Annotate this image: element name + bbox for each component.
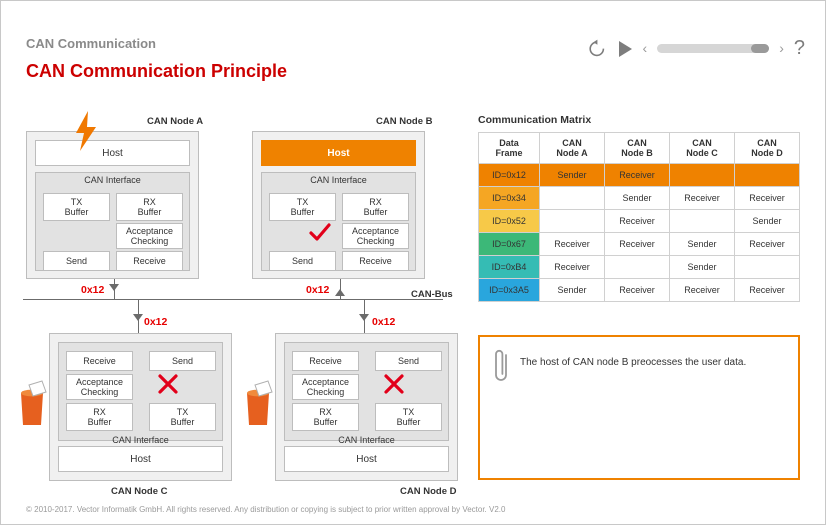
node-a-rx-line2: Buffer bbox=[137, 207, 162, 217]
header-subtitle: CAN Communication bbox=[26, 36, 156, 51]
node-a-tx-line1: TX bbox=[70, 196, 83, 207]
node-b-bus-arrow-icon bbox=[335, 289, 345, 296]
matrix-cell: Receiver bbox=[540, 233, 605, 256]
next-arrow-icon[interactable]: › bbox=[779, 40, 784, 56]
trash-can-icon-d bbox=[241, 379, 275, 427]
paperclip-icon bbox=[490, 347, 514, 387]
matrix-row bbox=[479, 256, 800, 279]
matrix-header-4 bbox=[735, 133, 800, 164]
node-c-acc-line1: Acceptance bbox=[75, 376, 124, 387]
node-c-host: Host bbox=[58, 446, 223, 472]
matrix-cell: Sender bbox=[605, 187, 670, 210]
can-node-a bbox=[26, 131, 199, 279]
node-b-tx-line2: Buffer bbox=[290, 207, 315, 217]
matrix-header-1-line1: CAN bbox=[562, 137, 582, 148]
cross-mark-icon-d bbox=[383, 373, 405, 395]
matrix-header-4-line2: Node D bbox=[751, 148, 783, 158]
slider-knob[interactable] bbox=[751, 44, 769, 53]
node-c-acc-line2: Checking bbox=[80, 387, 119, 397]
matrix-header-1-line2: Node A bbox=[556, 148, 588, 158]
node-c-tx-line2: Buffer bbox=[170, 417, 195, 427]
matrix-cell: Receiver bbox=[540, 256, 605, 279]
bus-msg-b: 0x12 bbox=[306, 284, 330, 296]
node-d-interface-label: CAN Interface bbox=[338, 435, 395, 445]
matrix-header-2-line2: Node B bbox=[621, 148, 653, 158]
matrix-header-2 bbox=[605, 133, 670, 164]
node-c-bus-arrow-icon bbox=[133, 314, 143, 321]
matrix-body bbox=[479, 164, 800, 302]
node-d-acceptance-checking bbox=[292, 374, 359, 400]
node-d-send: Send bbox=[375, 351, 442, 371]
node-a-rx-line1: RX bbox=[143, 196, 156, 207]
node-a-rx-buffer bbox=[116, 193, 183, 221]
can-bus-line bbox=[23, 299, 443, 300]
node-a-tx-line2: Buffer bbox=[64, 207, 89, 217]
node-b-tx-line1: TX bbox=[296, 196, 309, 207]
node-b-interface-label: CAN Interface bbox=[310, 175, 367, 185]
matrix-header-2-line1: CAN bbox=[627, 137, 647, 148]
matrix-header-0-line1: Data bbox=[499, 137, 519, 148]
check-mark-icon bbox=[309, 222, 331, 244]
node-b-acc-line2: Checking bbox=[356, 236, 395, 246]
matrix-header-0-line2: Frame bbox=[495, 148, 523, 158]
node-c-interface-label: CAN Interface bbox=[112, 435, 169, 445]
matrix-cell bbox=[540, 210, 605, 233]
node-a-acc-line1: Acceptance bbox=[125, 225, 174, 236]
matrix-cell: Receiver bbox=[605, 164, 670, 187]
node-a-host: Host bbox=[35, 140, 190, 166]
bus-msg-a: 0x12 bbox=[81, 284, 105, 296]
node-b-host: Host bbox=[261, 140, 416, 166]
matrix-row bbox=[479, 210, 800, 233]
lightning-bolt-icon bbox=[73, 111, 99, 151]
node-d-label: CAN Node D bbox=[400, 486, 457, 497]
matrix-header-0 bbox=[479, 133, 540, 164]
prev-arrow-icon[interactable]: ‹ bbox=[642, 40, 648, 56]
matrix-cell: Sender bbox=[540, 279, 605, 302]
matrix-cell: Receiver bbox=[670, 187, 735, 210]
node-b-send: Send bbox=[269, 251, 336, 271]
node-a-send: Send bbox=[43, 251, 110, 271]
matrix-cell: Sender bbox=[735, 210, 800, 233]
node-d-tx-buffer bbox=[375, 403, 442, 431]
node-c-tx-line1: TX bbox=[176, 406, 189, 417]
node-b-receive: Receive bbox=[342, 251, 409, 271]
matrix-cell bbox=[670, 210, 735, 233]
matrix-cell: Receiver bbox=[605, 233, 670, 256]
matrix-title: Communication Matrix bbox=[478, 114, 592, 126]
node-a-acc-line2: Checking bbox=[130, 236, 169, 246]
matrix-cell: Sender bbox=[670, 233, 735, 256]
matrix-row-id: ID=0x34 bbox=[479, 187, 540, 210]
node-b-tx-buffer bbox=[269, 193, 336, 221]
node-c-rx-line2: Buffer bbox=[87, 417, 112, 427]
matrix-cell bbox=[735, 256, 800, 279]
matrix-cell: Receiver bbox=[670, 279, 735, 302]
matrix-header-row bbox=[479, 133, 800, 164]
progress-slider[interactable] bbox=[657, 44, 769, 53]
matrix-cell: Receiver bbox=[735, 187, 800, 210]
can-node-d bbox=[275, 333, 458, 481]
node-a-label: CAN Node A bbox=[147, 116, 204, 127]
play-icon[interactable] bbox=[617, 40, 633, 58]
node-b-rx-line1: RX bbox=[369, 196, 382, 207]
node-d-acc-line1: Acceptance bbox=[301, 376, 350, 387]
matrix-row bbox=[479, 279, 800, 302]
node-c-acceptance-checking bbox=[66, 374, 133, 400]
matrix-row-id: ID=0x52 bbox=[479, 210, 540, 233]
matrix-header-1 bbox=[540, 133, 605, 164]
node-c-label: CAN Node C bbox=[111, 486, 168, 497]
page-title: CAN Communication Principle bbox=[26, 61, 288, 81]
matrix-row-id: ID=0xB4 bbox=[479, 256, 540, 279]
node-c-receive: Receive bbox=[66, 351, 133, 371]
matrix-cell bbox=[735, 164, 800, 187]
node-d-rx-line1: RX bbox=[319, 406, 332, 417]
matrix-row-id: ID=0x12 bbox=[479, 164, 540, 187]
bus-msg-c: 0x12 bbox=[144, 316, 168, 328]
can-node-c bbox=[49, 333, 232, 481]
matrix-row bbox=[479, 233, 800, 256]
matrix-row-id: ID=0x67 bbox=[479, 233, 540, 256]
node-b-rx-buffer bbox=[342, 193, 409, 221]
matrix-cell: Receiver bbox=[605, 210, 670, 233]
trash-can-icon-c bbox=[15, 379, 49, 427]
matrix-header-3-line2: Node C bbox=[686, 148, 718, 158]
help-icon[interactable]: ? bbox=[793, 37, 805, 59]
matrix-header-3 bbox=[670, 133, 735, 164]
note-panel bbox=[478, 335, 800, 480]
node-c-tx-buffer bbox=[149, 403, 216, 431]
matrix-cell: Receiver bbox=[735, 279, 800, 302]
matrix-cell: Receiver bbox=[605, 279, 670, 302]
matrix-cell: Sender bbox=[540, 164, 605, 187]
node-d-rx-line2: Buffer bbox=[313, 417, 338, 427]
matrix-cell: Receiver bbox=[735, 233, 800, 256]
can-bus-label: CAN-Bus bbox=[411, 289, 453, 300]
node-c-send: Send bbox=[149, 351, 216, 371]
footer-copyright: © 2010-2017. Vector Informatik GmbH. All rights reserved. Any distribution or copying is subject to prior written approval by Vector. V2.0 bbox=[26, 505, 506, 514]
replay-icon[interactable] bbox=[587, 39, 607, 59]
bus-msg-d: 0x12 bbox=[372, 316, 396, 328]
matrix-header-4-line1: CAN bbox=[757, 137, 777, 148]
matrix-cell: Sender bbox=[670, 256, 735, 279]
note-text: The host of CAN node B preocesses the user data. bbox=[520, 357, 747, 368]
can-node-b bbox=[252, 131, 425, 279]
node-b-acceptance-checking bbox=[342, 223, 409, 249]
node-a-tx-buffer bbox=[43, 193, 110, 221]
node-d-tx-line2: Buffer bbox=[396, 417, 421, 427]
matrix-row bbox=[479, 164, 800, 187]
node-b-acc-line1: Acceptance bbox=[351, 225, 400, 236]
node-a-receive: Receive bbox=[116, 251, 183, 271]
matrix-header-3-line1: CAN bbox=[692, 137, 712, 148]
node-b-rx-line2: Buffer bbox=[363, 207, 388, 217]
matrix-cell bbox=[605, 256, 670, 279]
node-a-bus-arrow-icon bbox=[109, 284, 119, 291]
matrix-row-id: ID=0x3A5 bbox=[479, 279, 540, 302]
node-a-acceptance-checking bbox=[116, 223, 183, 249]
node-c-rx-line1: RX bbox=[93, 406, 106, 417]
node-d-rx-buffer bbox=[292, 403, 359, 431]
node-d-bus-arrow-icon bbox=[359, 314, 369, 321]
node-d-tx-line1: TX bbox=[402, 406, 415, 417]
matrix-row bbox=[479, 187, 800, 210]
node-d-receive: Receive bbox=[292, 351, 359, 371]
node-b-label: CAN Node B bbox=[376, 116, 433, 127]
node-d-acc-line2: Checking bbox=[306, 387, 345, 397]
node-d-host: Host bbox=[284, 446, 449, 472]
node-a-interface-label: CAN Interface bbox=[84, 175, 141, 185]
player-toolbar bbox=[587, 37, 805, 60]
matrix-cell bbox=[670, 164, 735, 187]
cross-mark-icon bbox=[157, 373, 179, 395]
node-c-rx-buffer bbox=[66, 403, 133, 431]
matrix-cell bbox=[540, 187, 605, 210]
communication-matrix bbox=[478, 132, 800, 302]
